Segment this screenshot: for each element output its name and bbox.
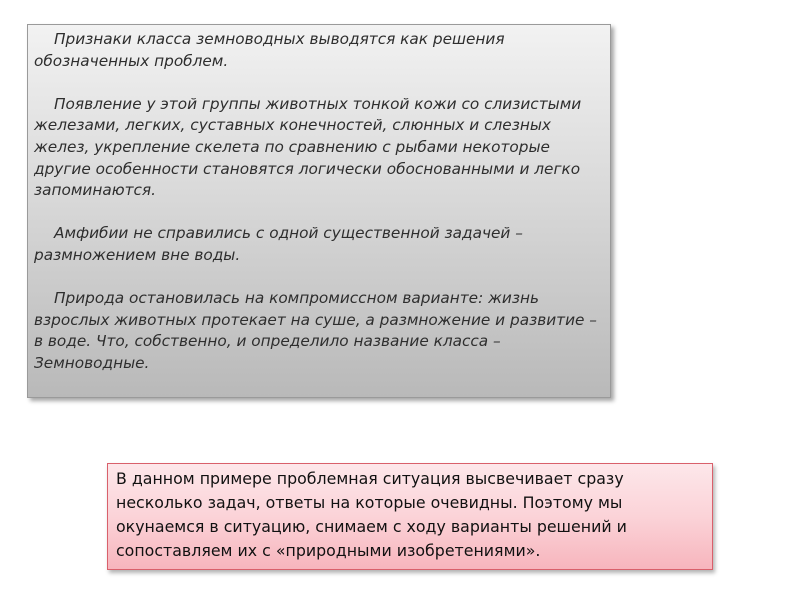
paragraph-traits-features: Появление у этой группы животных тонкой кожи со слизистыми железами, легких, суставных конечностей, слюнных и слезных желез, укрепление скелета по сравнению с рыбами некоторые другие особенности становятся логически обоснованными и легко запоминаются.	[34, 94, 582, 200]
amphibian-traits-text-box	[27, 24, 611, 398]
note-text: В данном примере проблемная ситуация высвечивает сразу несколько задач, ответы на которые очевидны. Поэтому мы окунаемся в ситуацию, снимаем с ходу варианты решений и сопоставляем их с «природными изобретениями».	[116, 469, 627, 560]
problem-situation-note-box	[107, 463, 713, 570]
paragraph-compromise: Природа остановилась на компромиссном варианте: жизнь взрослых животных протекает на суше, а размножение и развитие – в воде. Что, собственно, и определило название класса – Земноводные.	[34, 289, 597, 372]
paragraph-reproduction-problem: Амфибии не справились с одной существенной задачей – размножением вне воды.	[34, 224, 523, 264]
paragraph-traits-intro: Признаки класса земноводных выводятся как решения обозначенных проблем.	[34, 30, 505, 70]
